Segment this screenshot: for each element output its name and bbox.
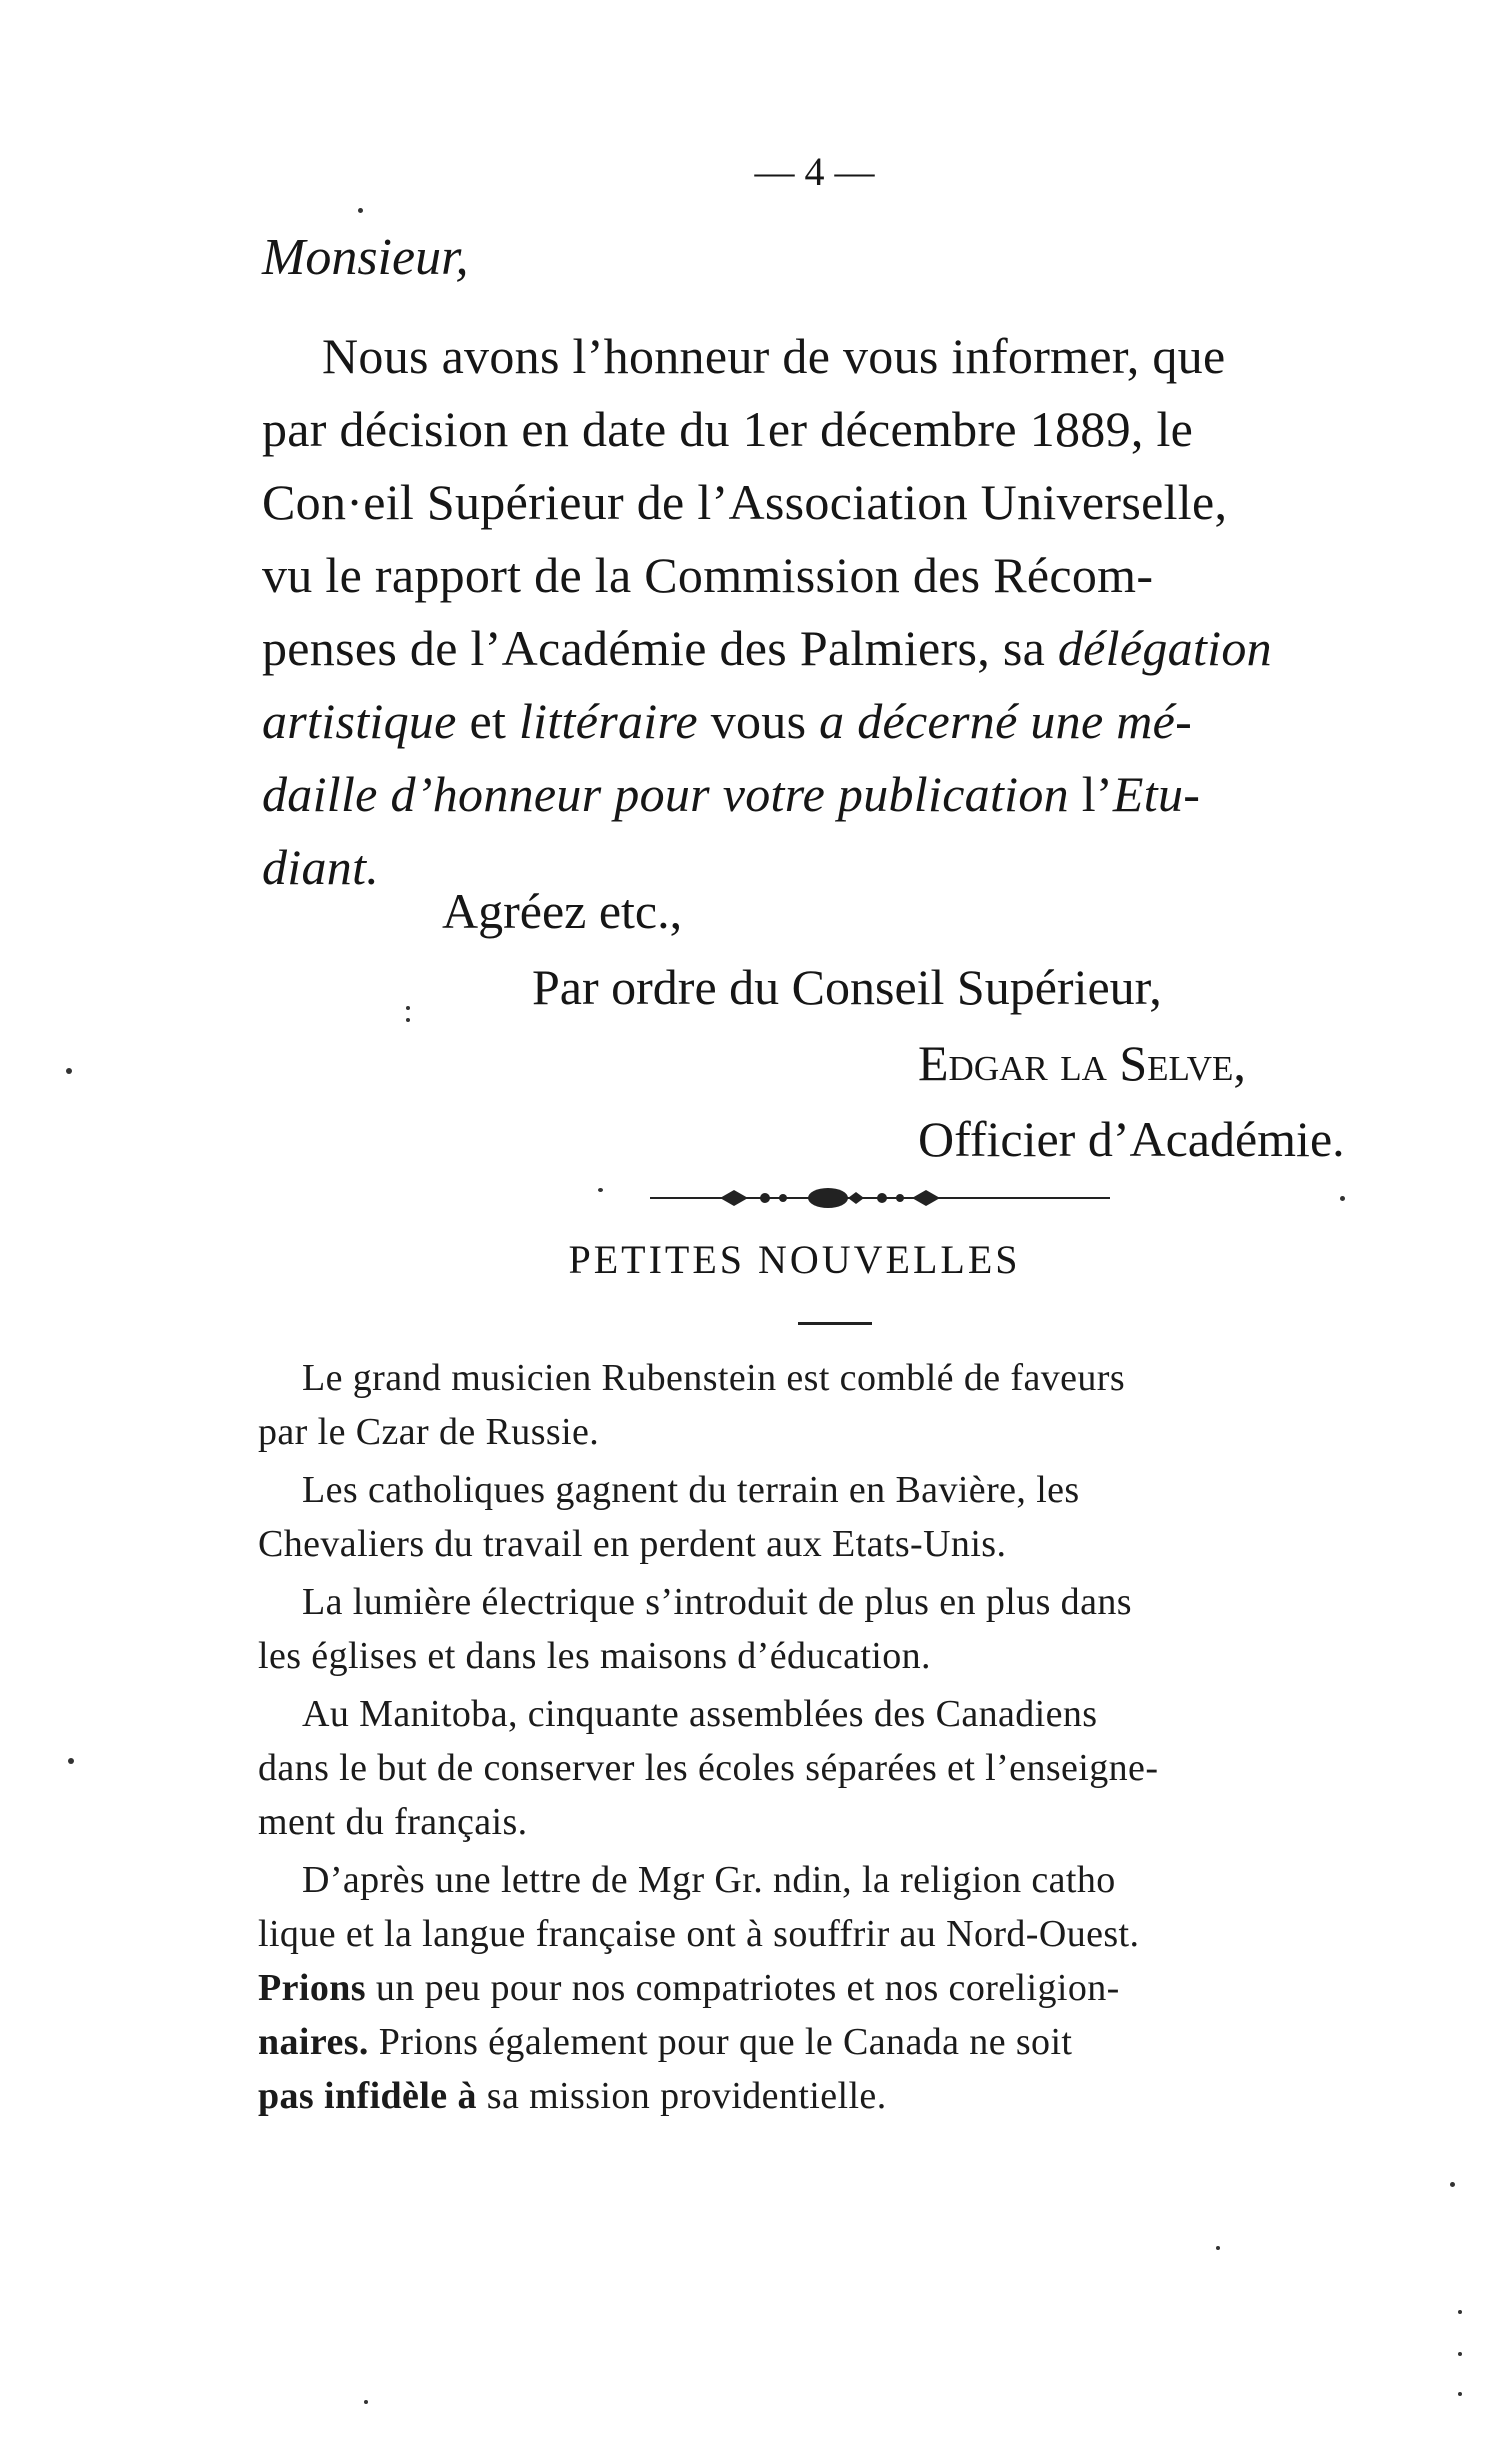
news-bold-text: Prions [258, 1967, 366, 2009]
news-text: Prions également pour que le Canada ne soit [368, 2021, 1073, 2063]
news-bold-text: pas infidèle à [258, 2075, 477, 2117]
letter-by-order: Par ordre du Conseil Supérieur, [532, 959, 1162, 1015]
news-line: Le grand musicien Rubenstein est comblé de faveurs [302, 1357, 1126, 1399]
scan-speck [364, 2400, 368, 2404]
news-line: les églises et dans les maisons d’éducation. [258, 1635, 931, 1677]
news-line: ment du français. [258, 1801, 528, 1843]
news-line [258, 1966, 1120, 2010]
news-line: par le Czar de Russie. [258, 1411, 600, 1453]
news-line: D’après une lettre de Mgr Gr. ndin, la religion catho [302, 1859, 1116, 1901]
letter-italic-text: délégation [1057, 620, 1272, 676]
letter-line: Nous avons l’honneur de vous informer, que [322, 328, 1226, 384]
news-bold-text: naires. [258, 2021, 369, 2063]
letter-closing: Agréez etc., [442, 883, 683, 939]
scan-speck [358, 208, 363, 213]
letter-line: diant. [262, 839, 380, 895]
letter-text: l’ [1068, 766, 1113, 822]
letter-line [262, 765, 1200, 823]
scan-speck [1340, 1196, 1345, 1201]
letter-italic-text: a décerné une mé- [819, 693, 1193, 749]
news-line: La lumière électrique s’introduit de plus en plus dans [302, 1581, 1132, 1623]
letter-text: et [456, 693, 519, 749]
section-heading: PETITES NOUVELLES [568, 1237, 1021, 1282]
news-text: un peu pour nos compatriotes et nos coreligion- [365, 1967, 1120, 2009]
scan-speck [68, 1758, 74, 1764]
letter-text: penses de l’Académie des Palmiers, sa [262, 620, 1058, 676]
scan-speck [598, 1188, 603, 1192]
news-line [258, 2074, 887, 2118]
signatory-title: Officier d’Académie. [918, 1111, 1345, 1167]
news-line [258, 2020, 1072, 2064]
news-line: dans le but de conserver les écoles séparées et l’enseigne- [258, 1747, 1159, 1789]
letter-italic-text: daille d’honneur pour votre publication [262, 766, 1069, 822]
letter-italic-text: Etu- [1112, 766, 1201, 822]
letter-italic-text: littéraire [518, 693, 698, 749]
scan-speck [1450, 2182, 1455, 2187]
letter-line: vu le rapport de la Commission des Récom- [262, 547, 1154, 603]
heading-rule [798, 1322, 872, 1325]
news-line: Les catholiques gagnent du terrain en Bavière, les [302, 1469, 1080, 1511]
letter-italic-text: artistique [262, 693, 457, 749]
signatory-name: Edgar la Selve, [918, 1035, 1246, 1091]
page-number: — 4 — [754, 149, 875, 194]
letter-line: Con·eil Supérieur de l’Association Universelle, [262, 474, 1228, 530]
news-line: lique et la langue française ont à souffrir au Nord-Ouest. [258, 1913, 1140, 1955]
letter-line [262, 692, 1192, 750]
scan-speck [66, 1068, 72, 1074]
scan-speck [1458, 2310, 1462, 2314]
news-text: sa mission providentielle. [476, 2075, 887, 2117]
letter-text: vous [697, 693, 820, 749]
scan-speck [1458, 2392, 1462, 2396]
scan-speck [1458, 2352, 1462, 2356]
news-line: Chevaliers du travail en perdent aux Etats-Unis. [258, 1523, 1007, 1565]
letter-line: par décision en date du 1er décembre 1889, le [262, 401, 1194, 457]
news-line: Au Manitoba, cinquante assemblées des Canadiens [302, 1693, 1098, 1735]
scan-speck [406, 1006, 410, 1010]
letter-line [262, 619, 1272, 677]
salutation: Monsieur, [262, 229, 469, 286]
ornament-divider-icon [650, 1180, 1110, 1216]
scan-speck [406, 1018, 410, 1022]
scan-speck [1216, 2246, 1220, 2250]
